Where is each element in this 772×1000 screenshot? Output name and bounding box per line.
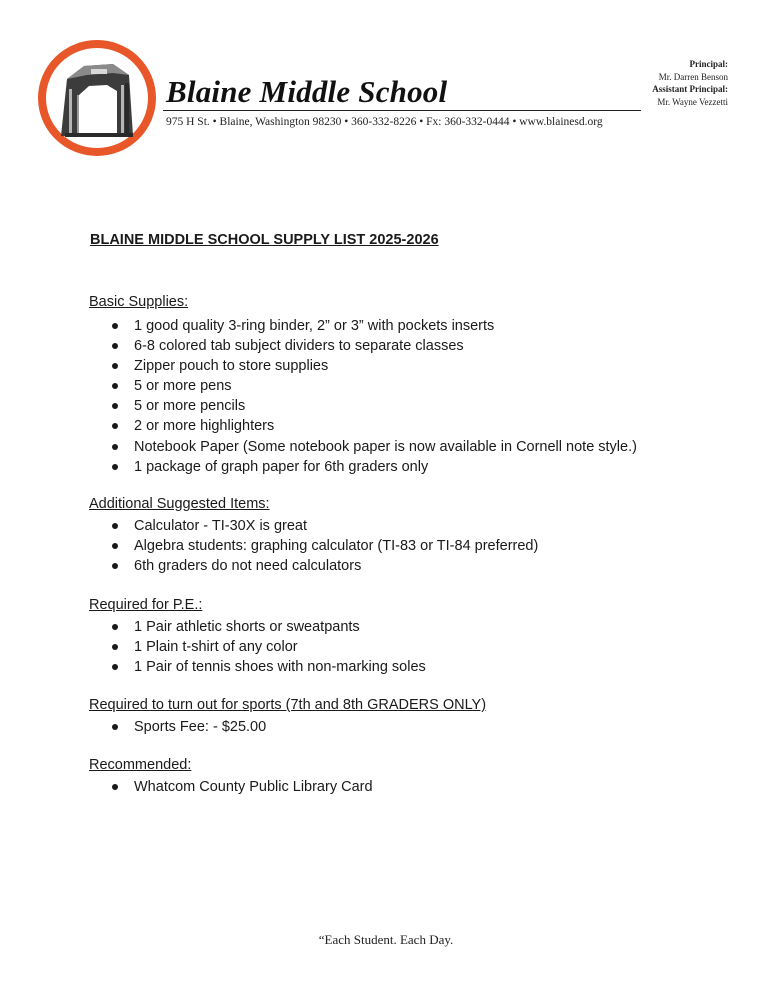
section-heading-additional-items: Additional Suggested Items: bbox=[89, 496, 270, 512]
list-additional-items bbox=[109, 516, 538, 576]
school-logo bbox=[37, 39, 157, 157]
list-item: Zipper pouch to store supplies bbox=[109, 356, 637, 376]
list-item: 1 package of graph paper for 6th graders only bbox=[109, 457, 637, 477]
list-item: Algebra students: graphing calculator (TI-83 or TI-84 preferred) bbox=[109, 536, 538, 556]
staff-block bbox=[652, 58, 728, 108]
list-item: 1 Pair of tennis shoes with non-marking soles bbox=[109, 657, 426, 677]
list-basic-supplies bbox=[109, 316, 637, 477]
list-item: 2 or more highlighters bbox=[109, 416, 637, 436]
principal-name: Mr. Darren Benson bbox=[658, 71, 728, 82]
list-item: Sports Fee: - $25.00 bbox=[109, 717, 266, 737]
school-name: Blaine Middle School bbox=[166, 74, 448, 109]
list-item: 5 or more pens bbox=[109, 376, 637, 396]
list-item: Notebook Paper (Some notebook paper is now available in Cornell note style.) bbox=[109, 437, 637, 457]
section-heading-recommended: Recommended: bbox=[89, 757, 192, 773]
list-item: 6-8 colored tab subject dividers to separate classes bbox=[109, 336, 637, 356]
list-item: 1 good quality 3-ring binder, 2” or 3” with pockets inserts bbox=[109, 316, 637, 336]
assistant-principal-name: Mr. Wayne Vezzetti bbox=[657, 96, 728, 107]
list-pe bbox=[109, 617, 426, 677]
assistant-principal-label: Assistant Principal: bbox=[652, 84, 728, 94]
list-item: 1 Plain t-shirt of any color bbox=[109, 637, 426, 657]
list-item: 1 Pair athletic shorts or sweatpants bbox=[109, 617, 426, 637]
letterhead-rule bbox=[163, 110, 641, 111]
list-item: Calculator - TI-30X is great bbox=[109, 516, 538, 536]
list-item: 5 or more pencils bbox=[109, 396, 637, 416]
section-heading-basic-supplies: Basic Supplies: bbox=[89, 294, 189, 310]
address-line: 975 H St. • Blaine, Washington 98230 • 360-332-8226 • Fx: 360-332-0444 • www.blainesd.org bbox=[166, 116, 603, 128]
principal-label: Principal: bbox=[689, 59, 728, 69]
list-item: 6th graders do not need calculators bbox=[109, 556, 538, 576]
list-item: Whatcom County Public Library Card bbox=[109, 777, 373, 797]
page-title: BLAINE MIDDLE SCHOOL SUPPLY LIST 2025-2026 bbox=[90, 232, 439, 248]
school-arch-logo-icon bbox=[37, 39, 157, 157]
list-sports bbox=[109, 717, 266, 737]
section-heading-sports: Required to turn out for sports (7th and 8th GRADERS ONLY) bbox=[89, 697, 487, 713]
footer-motto: “Each Student. Each Day. bbox=[318, 932, 454, 947]
section-heading-pe: Required for P.E.: bbox=[89, 597, 203, 613]
list-recommended bbox=[109, 777, 373, 797]
